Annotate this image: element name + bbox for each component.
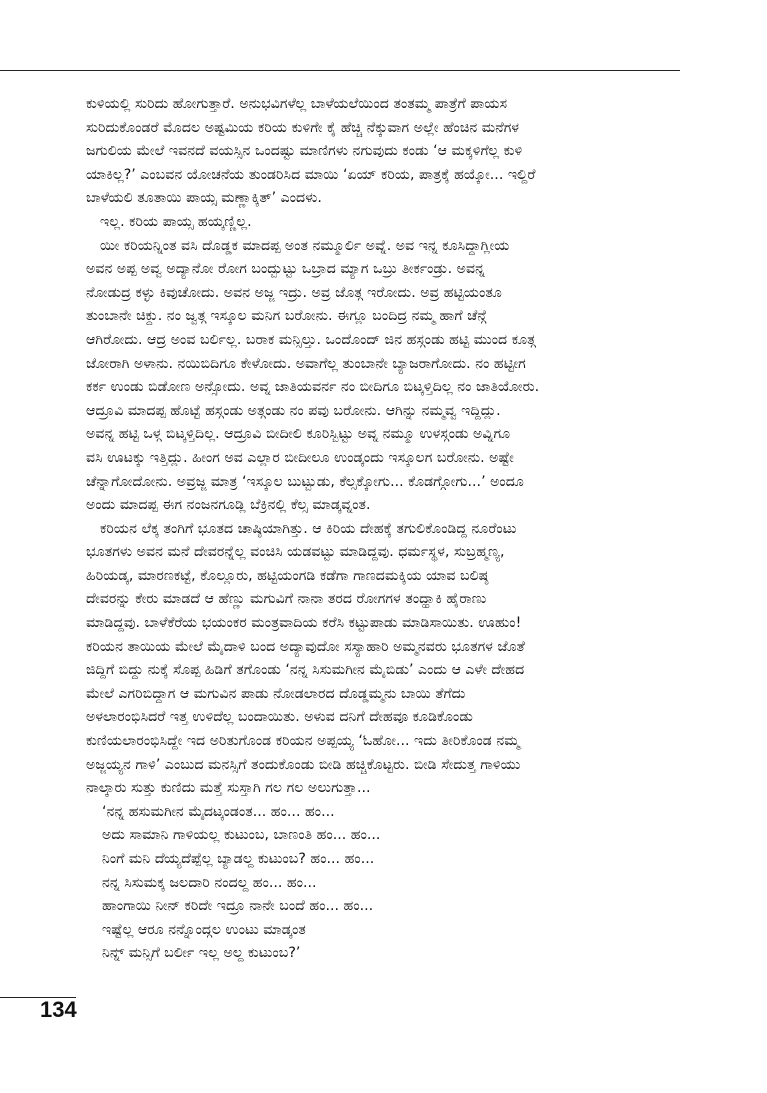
text-line: ಯಾಕಿಲ್ಲ?’ ಎಂಬವನ ಯೋಚನೆಯ ತುಂಡರಿಸಿದ ಮಾಯಿ ‘ಏಯ್ ಕರಿಯ, ಪಾತ್ರಕ್ಕೆ ಹಯ್ಕೋ... ಇಲ್ದಿರೆ	[86, 166, 536, 183]
text-line: ಮೇಲೆ ಎಗರಿಬಿದ್ದಾಗ ಆ ಮಗುವಿನ ಪಾಡು ನೋಡಲಾರದ ದೊಡ್ಡಮ್ಮನು ಬಾಯಿ ತೆಗೆದು	[86, 685, 466, 702]
text-line: ಕರ್ಕ ಉಂಡು ಬಿಡೋಣ ಅನ್ಸೋದು. ಅವ್ನ ಜಾತಿಯವರ್ನ ನಂ ಬೀದಿಗೂ ಬಿಟ್ಕಳ್ತಿದಿಲ್ಲ ನಂ ಜಾತಿಯೋರು.	[86, 379, 540, 396]
text-line: ಆಗಿರೋದು. ಆದ್ರ ಅಂವ ಬರ್ಲಿಲ್ಲ. ಬರಾಕ ಮನ್ಸಿಲ್ತು. ಒಂದೊಂದ್ ಜಿನ ಹಸ್ಗಂಡು ಹಟ್ಟಿ ಮುಂದ ಕೂತ್ಗ	[86, 331, 536, 348]
text-line: ಕುಣಿಯಲಾರಂಭಿಸಿದ್ದೇ ಇದ ಅರಿತುಗೊಂಡ ಕರಿಯನ ಅಪ್ಪಯ್ಯ ‘ಓಹೋ... ಇದು ತೀರಿಕೊಂಡ ನಮ್ಮ	[86, 733, 520, 750]
text-line: ಅಳಲಾರಂಭಿಸಿದರೆ ಇತ್ತ ಉಳಿದೆಲ್ಲ ಬಂದಾಯಿತು. ಅಳುವ ದನಿಗೆ ದೇಹವೂ ಕೂಡಿಕೊಂಡು	[86, 709, 473, 726]
header-rule	[0, 70, 680, 71]
text-line: ಇಲ್ಲ. ಕರಿಯ ಪಾಯ್ಸ ಹಯ್ಕಣ್ಣಿಲ್ಲ.	[100, 213, 252, 230]
verse-line: ಇಷ್ಟೆಲ್ಲ ಆರೂ ನನ್ನೊಂದ್ಗಲ ಉಂಟು ಮಾಡ್ಕಂತ	[102, 921, 306, 938]
text-line: ಹಿರಿಯಡ್ಕ, ಮಾರಣಕಟ್ಟೆ, ಕೊಲ್ಲೂರು, ಹಟ್ಟಿಯಂಗಡಿ ಕಡೆಗಾ ಗಾಣದಮಕ್ಕಿಯ ಯಾವ ಬಲಿಷ್ಠ	[86, 567, 489, 584]
text-line: ಕರಿಯನ ಲೆಕ್ಕ ತಂಗಿಗೆ ಭೂತದ ಚಾಷ್ಠಿಯಾಗಿತ್ತು. ಆ ಕಿರಿಯ ದೇಹಕ್ಕೆ ತಗುಲಿಕೊಂಡಿದ್ದ ನೂರೆಂಟು	[100, 520, 517, 537]
text-line: ತುಂಬಾನೇ ಚಿಕ್ದು. ನಂ ಜ್ವತ್ಗ ಇಸ್ಕೂಲ ಮನಿಗ ಬರೋನು. ಈಗ್ಲೂ ಬಂದಿದ್ರ ನಮ್ಮ ಹಾಗೆ ಚೆನ್ಗೆ	[86, 308, 487, 325]
verse-line: ಹಾಂಗಾಯಿ ನೀನ್ ಕರಿದೇ ಇದ್ರೂ ನಾನೇ ಬಂದೆ ಹಂ... ಹಂ...	[102, 898, 374, 915]
verse-line: ನನ್ನ ಸಿಸುಮಕ್ಕ ಜಲದಾರಿ ನಂದಲ್ದ ಹಂ... ಹಂ...	[102, 874, 317, 891]
text-line: ಬಾಳೆಯಲಿ ತೂತಾಯಿ ಪಾಯ್ಸ ಮಣ್ಣಾಕ್ಕಿತ್’ ಎಂದಳು.	[86, 190, 322, 207]
text-line: ಅವನ್ನ ಹಟ್ಟಿ ಒಳ್ಗ ಬಿಟ್ಕಳ್ತಿದಿಲ್ಲ. ಆದ್ರೂವಿ ಬೀದೀಲಿ ಕೂರಿಸ್ಬಿಟ್ಟು ಅವ್ನ ನಮ್ಮೂ ಉಳಸ್ಗಂಡು ಅವ್ನಿಗೂ	[86, 426, 511, 443]
verse-line: ನಿನ್ನ್ ಮನ್ಸಿಗೆ ಬರ್ಲೀ ಇಲ್ಲ ಅಲ್ದ ಕುಟುಂಬ?’	[102, 945, 301, 962]
text-line: ಆದ್ರೂವಿ ಮಾದಪ್ಪ ಹೊಟ್ಟೆ ಹಸ್ಗಂಡು ಅತ್ಗಂಡು ನಂ ಪವು ಬರೋನು. ಆಗಿನ್ನು ನಮ್ಮವ್ವ ಇದ್ದಿದ್ಲು.	[86, 402, 501, 419]
text-line: ಅಜ್ಜಯ್ಯನ ಗಾಳಿ’ ಎಂಬುದ ಮನಸ್ಸಿಗೆ ತಂದುಕೊಂಡು ಬೀಡಿ ಹಚ್ಚಿಕೊಟ್ಟರು. ಬೀಡಿ ಸೇದುತ್ತ ಗಾಳಿಯು	[86, 756, 521, 773]
text-line: ಚೆನ್ನಾಗೋದೋನು. ಅವ್ರಜ್ಜ ಮಾತ್ರ ‘ಇಸ್ಕೂಲ ಬುಟ್ಬುಡು, ಕೆಲ್ಸಕ್ಕೋಗು... ಕೊಡಗ್ಗೋಗು...’ ಅಂದೂ	[86, 473, 524, 490]
text-line: ಸುರಿದುಕೊಂಡರೆ ಮೊದಲ ಅಷ್ಟಮಿಯ ಕರಿಯ ಕುಳಿಗೇ ಕೈ ಹೆಚ್ಚಿ ನೆಕ್ಕುವಾಗ ಅಲ್ಲೇ ಹೆಂಚಿನ ಮನೆಗಳ	[86, 119, 520, 136]
text-line: ಜೋರಾಗಿ ಅಳಾನು. ನಯಿಬಿದಿಗೂ ಕೇಳೋದು. ಅವಾಗೆಲ್ಲ ತುಂಬಾನೇ ಬ್ಯಾಜರಾಗೋದು. ನಂ ಹಟ್ಟೀಗ	[86, 355, 526, 372]
verse-line: ‘ನನ್ನ ಹಸುಮಗೀನ ಮೈದಟ್ಕಂಡಂತ... ಹಂ... ಹಂ...	[102, 803, 335, 820]
text-line: ಅಂದು ಮಾದಪ್ಪ ಈಗ ನಂಜನಗೂಡ್ಲಿ ಬೆಕ್ರಿನಲ್ಲಿ ಕೆಲ್ಸ ಮಾಡ್ಕವ್ನಂತ.	[86, 497, 371, 514]
text-line: ಯೀ ಕರಿಯನ್ನಿಂತ ವಸಿ ದೊಡ್ಡಕ ಮಾದಪ್ಪ ಅಂತ ನಮ್ಮೂರ್ಲಿ ಅವ್ನೆ. ಅವ ಇನ್ನ ಕೂಸಿದ್ದಾಗ್ಲೀಯ	[100, 237, 510, 254]
verse-line: ನಿಂಗೆ ಮನಿ ದೆಯ್ಯದೆಪ್ಪೆಲ್ಲ ಬ್ಯಾಡಲ್ದ ಕುಟುಂಬ? ಹಂ... ಹಂ...	[102, 851, 375, 867]
text-line: ಮಾಡಿದ್ದವು. ಬಾಳೆಕೆರೆಯ ಭಯಂಕರ ಮಂತ್ರವಾದಿಯ ಕರೆಸಿ ಕಟ್ಟುಪಾಡು ಮಾಡಿಸಾಯಿತು. ಊಹುಂ!	[86, 615, 522, 632]
text-line: ಅವನ ಅಪ್ಪ ಅವ್ವ ಅದ್ಯಾನೋ ರೋಗ ಬಂದ್ಬುಟ್ಟು ಒಬ್ರಾದ ಮ್ಯಾಗ ಒಬ್ರು ತೀರ್ಕಂಡ್ರು. ಅವನ್ನ	[86, 261, 485, 278]
text-line: ಕುಳಿಯಲ್ಲಿ ಸುರಿದು ಹೋಗುತ್ತಾರೆ. ಅನುಭವಿಗಳೆಲ್ಲ ಬಾಳೆಯಲೆಯಿಂದ ತಂತಮ್ಮ ಪಾತ್ರೆಗೆ ಪಾಯಸ	[86, 96, 508, 112]
text-line: ಜಿದ್ದಿಗೆ ಬಿದ್ದು ನುಕ್ಕೆ ಸೊಪ್ಪ ಹಿಡಿಗೆ ತಗೊಂಡು ‘ನನ್ನ ಸಿಸುಮಗೀನ ಮೈಬಿಡು’ ಎಂದು ಆ ಎಳೇ ದೇಹದ	[86, 662, 525, 679]
text-line: ನೋಡುದ್ರ ಕಳ್ಳು ಕಿವುಚೋದು. ಅವನ ಅಜ್ಜ ಇದ್ರು. ಅವ್ರ ಜೊತ್ಗ ಇರೋದು. ಅವ್ರ ಹಟ್ಟಿಯಂತೂ	[86, 284, 502, 301]
text-line: ಭೂತಗಳು ಅವನ ಮನೆ ದೇವರನ್ನೆಲ್ಲ ವಂಚಿಸಿ ಯಡವಟ್ಟು ಮಾಡಿದ್ದವು. ಧರ್ಮಸ್ಥಳ, ಸುಬ್ರಹ್ಮಣ್ಯ,	[86, 544, 505, 561]
body-text	[86, 93, 678, 966]
page-number: 134	[40, 997, 77, 1022]
text-line: ದೇವರನ್ನು ಕೇರು ಮಾಡದೆ ಆ ಹೆಣ್ಣು ಮಗುವಿಗೆ ನಾನಾ ತರದ ರೋಗಗಳ ತಂದ್ಹಾಕಿ ಹೈರಾಣು	[86, 591, 487, 608]
text-line: ಜಗುಲಿಯ ಮೇಲೆ ಇವನದೆ ವಯಸ್ಸಿನ ಒಂದಷ್ಟು ಮಾಣಿಗಳು ನಗುವುದು ಕಂಡು ‘ಆ ಮಕ್ಕಳಿಗೆಲ್ಲ ಕುಳಿ	[86, 143, 523, 160]
text-line: ನಾಲ್ಕಾರು ಸುತ್ತು ಕುಣಿದು ಮತ್ತೆ ಸುಸ್ತಾಗಿ ಗಲ ಗಲ ಅಲುಗುತ್ತಾ...	[86, 780, 371, 797]
verse-line: ಅದು ಸಾಮಾನಿ ಗಾಳಿಯಲ್ಲ ಕುಟುಂಬ, ಬಾಣಂತಿ ಹಂ... ಹಂ...	[102, 827, 381, 844]
text-line: ವಸಿ ಊಟಕ್ಕು ಇತ್ತಿದ್ಲು. ಹೀಂಗ ಅವ ಎಲ್ಲಾರ ಬೀದೀಲೂ ಉಂಡ್ಕಂದು ಇಸ್ಕೂಲಗ ಬರೋನು. ಅಷ್ಟೇ	[86, 449, 514, 466]
text-line: ಕರಿಯನ ತಾಯಿಯ ಮೇಲೆ ಮೈದಾಳಿ ಬಂದ ಅದ್ಯಾವುದೋ ಸಸ್ಯಾಹಾರಿ ಅಮ್ಮನವರು ಭೂತಗಳ ಜೊತೆ	[86, 638, 525, 655]
